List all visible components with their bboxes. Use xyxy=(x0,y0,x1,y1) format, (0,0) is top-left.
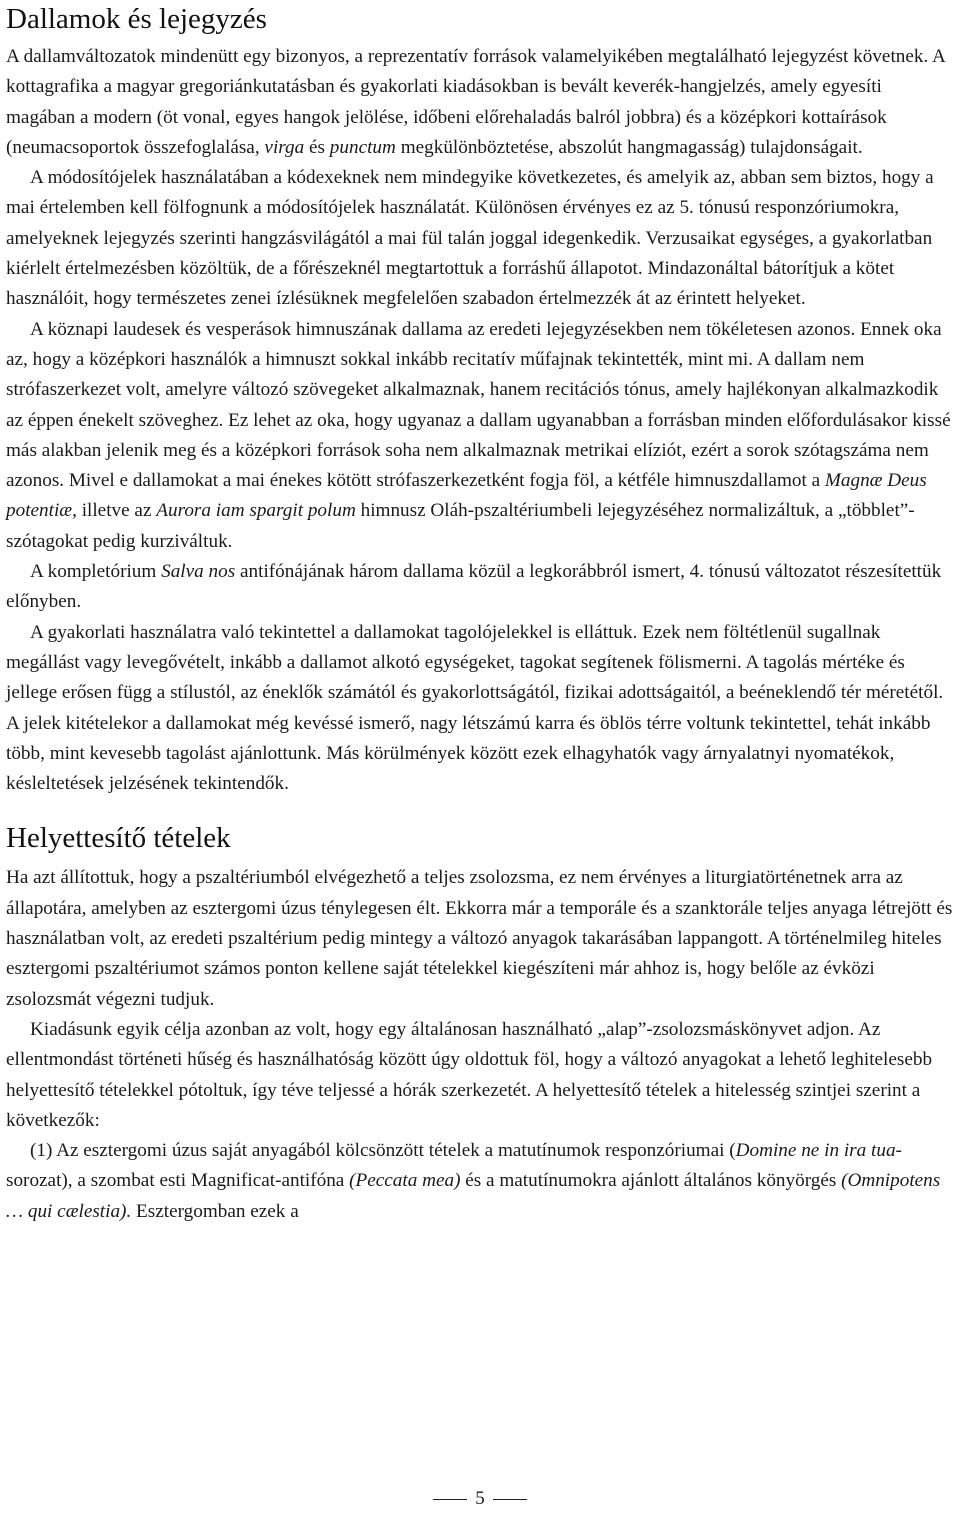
text-run: Ha azt állítottuk, hogy a pszaltériumból elvégezhető a teljes zsolozsma, ez nem érvényes a liturgiatörténetnek arra az állapotára, amelyben az esztergomi úzus ténylegesen élt. Ekkorra már a temporále és a szanktorále teljes anyaga létrejött és használatban volt, az eredeti pszaltérium pedig mintegy a változó anyagok takarásában lappangott. A történelmileg hiteles esztergomi pszaltériumot számos ponton kellene saját tételekkel kiegészíteni már ahhoz is, hogy belőle az évközi zsolozsmát végezni tudjuk. xyxy=(6,867,953,1010)
text-run: A köznapi laudesek és vesperások himnuszának dallama az eredeti lejegyzésekben nem tökéletesen azonos. Ennek oka az, hogy a középkori használók a himnuszt sokkal inkább recitatív műfajnak tekintették, mint mi. A dallam nem strófaszerkezet volt, amelyre változó szövegeket alkalmaznak, hanem recitációs tónus, amely hajlékonyan alkalmazkodik az éppen énekelt szöveghez. Ez lehet az oka, hogy ugyanaz a dallam ugyanabban a forrásban minden előfordulásakor kissé más alakban jelenik meg és a középkori források soha nem alkalmaznak metrikai elíziót, ezért a sorok szótagszáma nem azonos. Mivel e dallamokat a mai énekes kötött strófaszerkezetként fogja föl, a kétféle himnuszdallamot a xyxy=(6,318,951,492)
text-run: A gyakorlati használatra való tekintettel a dallamokat tagolójelekkel is elláttuk. Ezek nem föltétlenül sugallnak megállást vagy levegővételt, inkább a dallamot alkotó egységeket, tagokat segítenek fölismerni. A tagolás mértéke és jellege erősen függ a stílustól, az éneklők számától és gyakorlottságától, fizikai adottságaitól, a beéneklendő tér méretétől. A jelek kitételekor a dallamokat még kevéssé ismerő, nagy létszámú karra és öblös térre voltunk tekintettel, tehát inkább több, mint kevesebb tagolást ajánlottunk. Más körülmények között ezek elhagyhatók vagy árnyalatnyi nyomatékok, késleltetések jelzésének tekintendők. xyxy=(6,621,944,795)
page-footer xyxy=(0,1487,960,1511)
italic-title: Magnæ Deus potentiæ, xyxy=(6,470,927,522)
footer-rule-right xyxy=(493,1499,527,1500)
text-run: antifónájának három dallama közül a legkorábbról ismert, 4. tónusú változatot részesítettük előnyben. xyxy=(6,561,942,613)
text-run: -sorozat), a szombat esti Magnificat-antifóna xyxy=(6,1140,902,1192)
paragraph xyxy=(6,1136,954,1227)
footer-rule-left xyxy=(433,1499,467,1500)
text-run: A dallamváltozatok mindenütt egy bizonyos, a reprezentatív források valamelyikében megtalálható lejegyzést követnek. A kottagrafika a magyar gregoriánkutatásban és gyakorlati kiadásokban is bevált keverék-hangjelzés, amely egyesíti magában a modern (öt vonal, egyes hangok jelölése, időbeni előrehaladás balról jobbra) és a középkori kottaírások (neumacsoportok összefoglalása, xyxy=(6,46,945,158)
text-run: és xyxy=(304,136,330,158)
text-run: A kompletórium xyxy=(30,561,162,583)
text-run: Esztergomban ezek a xyxy=(131,1200,299,1222)
italic-title: (Omnipotens … qui cælestia). xyxy=(6,1170,941,1222)
paragraph xyxy=(6,42,954,163)
section-heading: Helyettesítő tételek xyxy=(6,822,231,855)
page-number: 5 xyxy=(475,1488,485,1509)
italic-title: Domine ne in ira tua xyxy=(735,1140,896,1162)
text-run: himnusz Oláh-pszaltériumbeli lejegyzéséhez normalizáltuk, a „többlet”-szótagokat pedig kurziváltuk. xyxy=(6,500,915,552)
text-run: (1) Az esztergomi úzus saját anyagából kölcsönzött tételek a matutínumok responzóriumai ( xyxy=(30,1140,736,1162)
text-run: megkülönböztetése, abszolút hangmagasság) tulajdonságait. xyxy=(395,136,863,158)
italic-term: punctum xyxy=(329,136,396,158)
paragraph xyxy=(6,557,954,618)
paragraph xyxy=(6,863,954,1014)
section-heading: Dallamok és lejegyzés xyxy=(6,3,267,35)
italic-title: Aurora iam spargit polum xyxy=(156,500,356,522)
paragraph xyxy=(6,315,954,557)
text-run: illetve az xyxy=(76,500,157,522)
paragraph xyxy=(6,618,954,800)
text-run: és a matutínumokra ajánlott általános könyörgés xyxy=(460,1170,842,1192)
italic-title: (Peccata mea) xyxy=(349,1170,461,1192)
italic-term: virga xyxy=(264,136,305,158)
text-run: A módosítójelek használatában a kódexeknek nem mindegyike következetes, és amelyik az, abban sem biztos, hogy a mai értelemben kell fölfognunk a módosítójelek használatát. Különösen érvényes ez az 5. tónusú responzóriumokra, amelyeknek lejegyzés szerinti hangzásvilágától a mai fül talán joggal idegenkedik. Verzusaikat egységes, a gyakorlatban kiérlelt értelmezésben közöltük, de a főrészeknél megtartottuk a forráshű állapotot. Mindazonáltal bátorítjuk a kötet használóit, hogy természetes zenei ízlésüknek megfelelően szabadon értelmezzék át az érintett helyeket. xyxy=(6,167,934,310)
italic-title: Salva nos xyxy=(161,561,236,583)
text-run: Kiadásunk egyik célja azonban az volt, hogy egy általánosan használható „alap”-zsolozsmáskönyvet adjon. Az ellentmondást történeti hűség és használhatóság között úgy oldottuk föl, hogy a változó anyagokat a lehető leghitelesebb helyettesítő tételekkel pótoltuk, így téve teljessé a hórák szerkezetét. A helyettesítő tételek a hitelesség szintjei szerint a következők: xyxy=(6,1018,933,1131)
paragraph xyxy=(6,1015,954,1136)
paragraph xyxy=(6,163,954,314)
